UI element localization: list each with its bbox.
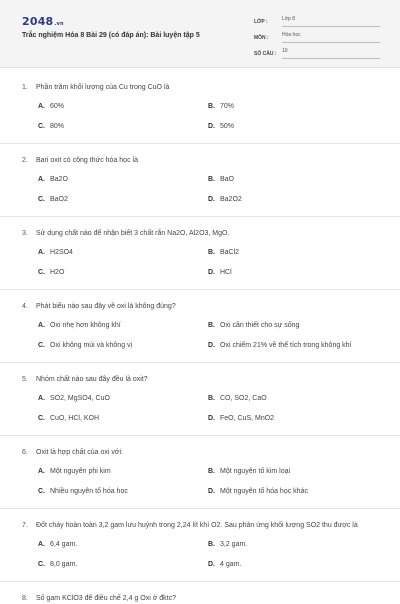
option-text: H2O xyxy=(50,269,65,276)
option-letter: A. xyxy=(38,395,45,402)
option-text: 80% xyxy=(50,123,65,130)
answer-options xyxy=(22,248,378,289)
option-text: Một nguyên tố kim loại xyxy=(220,468,291,475)
meta-label: MÔN : xyxy=(254,35,269,41)
answer-option[interactable] xyxy=(208,341,378,351)
option-text: BaO xyxy=(220,176,235,183)
option-text: CuO, HCl, KOH xyxy=(50,415,100,422)
answer-option[interactable] xyxy=(208,321,378,331)
answer-option[interactable] xyxy=(38,540,208,550)
question-text: Phát biểu nào sau đây về oxi là không đúng? xyxy=(36,303,176,310)
answer-option[interactable] xyxy=(208,540,378,550)
option-letter: B. xyxy=(208,176,215,183)
question-text: Sử dụng chất nào để nhận biết 3 chất rắn Na2O, Al2O3, MgO. xyxy=(36,230,230,237)
option-text: 4 gam. xyxy=(220,561,242,568)
answer-option[interactable] xyxy=(38,467,208,477)
question-stem xyxy=(22,80,378,93)
question-number: 7. xyxy=(22,522,28,529)
answer-option[interactable] xyxy=(38,560,208,570)
meta-row-subject xyxy=(254,30,380,43)
option-text: 3,2 gam. xyxy=(220,541,248,548)
option-text: 8,0 gam. xyxy=(50,561,78,568)
question-item xyxy=(0,436,400,509)
option-letter: D. xyxy=(208,415,215,422)
option-letter: D. xyxy=(208,123,215,130)
option-letter: A. xyxy=(38,249,45,256)
question-list xyxy=(0,80,400,604)
answer-option[interactable] xyxy=(208,248,378,258)
answer-options xyxy=(22,467,378,508)
answer-options xyxy=(22,102,378,143)
option-letter: C. xyxy=(38,342,45,349)
option-text: Nhiều nguyên tố hóa học xyxy=(50,488,128,495)
quiz-title: Trắc nghiệm Hóa 8 Bài 29 (có đáp án): Bài luyện tập 5 xyxy=(22,32,200,39)
option-text: Ba2O2 xyxy=(220,196,242,203)
question-stem xyxy=(22,445,378,458)
option-letter: B. xyxy=(208,249,215,256)
option-letter: A. xyxy=(38,468,45,475)
option-letter: B. xyxy=(208,322,215,329)
option-letter: D. xyxy=(208,488,215,495)
question-number: 5. xyxy=(22,376,28,383)
question-text: Bari oxit có công thức hóa học là xyxy=(36,157,138,164)
question-item xyxy=(0,144,400,217)
page-header xyxy=(0,0,400,68)
answer-option[interactable] xyxy=(38,487,208,497)
option-letter: C. xyxy=(38,488,45,495)
question-stem xyxy=(22,518,378,531)
question-number: 1. xyxy=(22,84,28,91)
answer-option[interactable] xyxy=(208,102,378,112)
option-letter: A. xyxy=(38,322,45,329)
meta-label: SỐ CÂU : xyxy=(254,51,277,57)
answer-option[interactable] xyxy=(38,102,208,112)
option-text: Ba2O xyxy=(50,176,68,183)
answer-option[interactable] xyxy=(38,268,208,278)
question-number: 3. xyxy=(22,230,28,237)
answer-option[interactable] xyxy=(208,560,378,570)
option-text: 50% xyxy=(220,123,235,130)
question-number: 2. xyxy=(22,157,28,164)
quiz-meta xyxy=(254,14,380,62)
option-text: CO, SO2, CaO xyxy=(220,395,267,402)
option-letter: D. xyxy=(208,269,215,276)
answer-option[interactable] xyxy=(208,487,378,497)
option-text: BaO2 xyxy=(50,196,68,203)
answer-option[interactable] xyxy=(38,341,208,351)
question-number: 6. xyxy=(22,449,28,456)
meta-row-class xyxy=(254,14,380,27)
answer-option[interactable] xyxy=(38,414,208,424)
option-text: Một nguyên tố hóa học khác xyxy=(220,488,308,495)
question-text: Nhóm chất nào sau đây đều là oxit? xyxy=(36,376,148,383)
question-stem xyxy=(22,153,378,166)
option-letter: C. xyxy=(38,415,45,422)
question-text: Số gam KClO3 để điều chế 2,4 g Oxi ở đktc? xyxy=(36,595,176,602)
question-number: 8. xyxy=(22,595,28,602)
answer-options xyxy=(22,175,378,216)
option-letter: B. xyxy=(208,468,215,475)
question-item xyxy=(0,363,400,436)
option-text: 70% xyxy=(220,103,235,110)
answer-option[interactable] xyxy=(38,321,208,331)
option-letter: A. xyxy=(38,176,45,183)
answer-option[interactable] xyxy=(208,268,378,278)
option-text: H2SO4 xyxy=(50,249,73,256)
meta-value-subject: Hóa học xyxy=(282,32,380,43)
question-stem xyxy=(22,226,378,239)
answer-option[interactable] xyxy=(38,122,208,132)
option-text: 6,4 gam. xyxy=(50,541,78,548)
answer-option[interactable] xyxy=(208,175,378,185)
option-letter: B. xyxy=(208,541,215,548)
site-logo[interactable] xyxy=(22,15,64,28)
logo-domain: .vn xyxy=(54,21,64,27)
option-letter: A. xyxy=(38,103,45,110)
meta-row-count xyxy=(254,46,380,59)
logo-text: 2048 xyxy=(22,15,54,28)
question-item xyxy=(0,290,400,363)
option-text: Oxi không mùi và không vị xyxy=(50,342,133,349)
question-text: Phần trăm khối lượng của Cu trong CuO là xyxy=(36,84,170,91)
question-stem xyxy=(22,299,378,312)
option-letter: D. xyxy=(208,196,215,203)
answer-option[interactable] xyxy=(38,175,208,185)
option-text: FeO, CuS, MnO2 xyxy=(220,415,275,422)
answer-option[interactable] xyxy=(38,248,208,258)
question-item xyxy=(0,217,400,290)
answer-options xyxy=(22,540,378,581)
answer-option[interactable] xyxy=(208,467,378,477)
answer-options xyxy=(22,394,378,435)
answer-option[interactable] xyxy=(38,394,208,404)
option-letter: B. xyxy=(208,395,215,402)
option-text: Một nguyên phi kim xyxy=(50,468,111,475)
answer-option[interactable] xyxy=(208,414,378,424)
option-letter: C. xyxy=(38,561,45,568)
meta-label: LỚP : xyxy=(254,19,268,25)
question-item xyxy=(0,509,400,582)
option-text: BaCl2 xyxy=(220,249,240,256)
option-text: 60% xyxy=(50,103,65,110)
question-text: Oxit là hợp chất của oxi với: xyxy=(36,449,123,456)
question-item xyxy=(0,80,400,144)
option-text: HCl xyxy=(220,269,232,276)
option-letter: C. xyxy=(38,269,45,276)
question-stem xyxy=(22,591,378,604)
option-letter: A. xyxy=(38,541,45,548)
question-item xyxy=(0,582,400,604)
answer-option[interactable] xyxy=(38,195,208,205)
option-letter: C. xyxy=(38,123,45,130)
answer-options xyxy=(22,321,378,362)
option-letter: D. xyxy=(208,342,215,349)
meta-value-count: 10 xyxy=(282,48,380,59)
option-text: Oxi cần thiết cho sự sống xyxy=(220,322,300,329)
question-stem xyxy=(22,372,378,385)
option-text: Oxi chiếm 21% về thể tích trong không khí xyxy=(220,342,352,349)
question-number: 4. xyxy=(22,303,28,310)
question-text: Đốt cháy hoàn toàn 3,2 gam lưu huỳnh trong 2,24 lít khí O2. Sau phản ứng khối lượng SO2 thu được là xyxy=(36,522,358,529)
meta-value-class: Lớp 8 xyxy=(282,16,380,27)
option-text: Oxi nhẹ hơn không khí xyxy=(50,322,121,329)
option-text: SO2, MgSO4, CuO xyxy=(50,395,110,402)
answer-option[interactable] xyxy=(208,122,378,132)
option-letter: B. xyxy=(208,103,215,110)
option-letter: D. xyxy=(208,561,215,568)
answer-option[interactable] xyxy=(208,195,378,205)
option-letter: C. xyxy=(38,196,45,203)
answer-option[interactable] xyxy=(208,394,378,404)
